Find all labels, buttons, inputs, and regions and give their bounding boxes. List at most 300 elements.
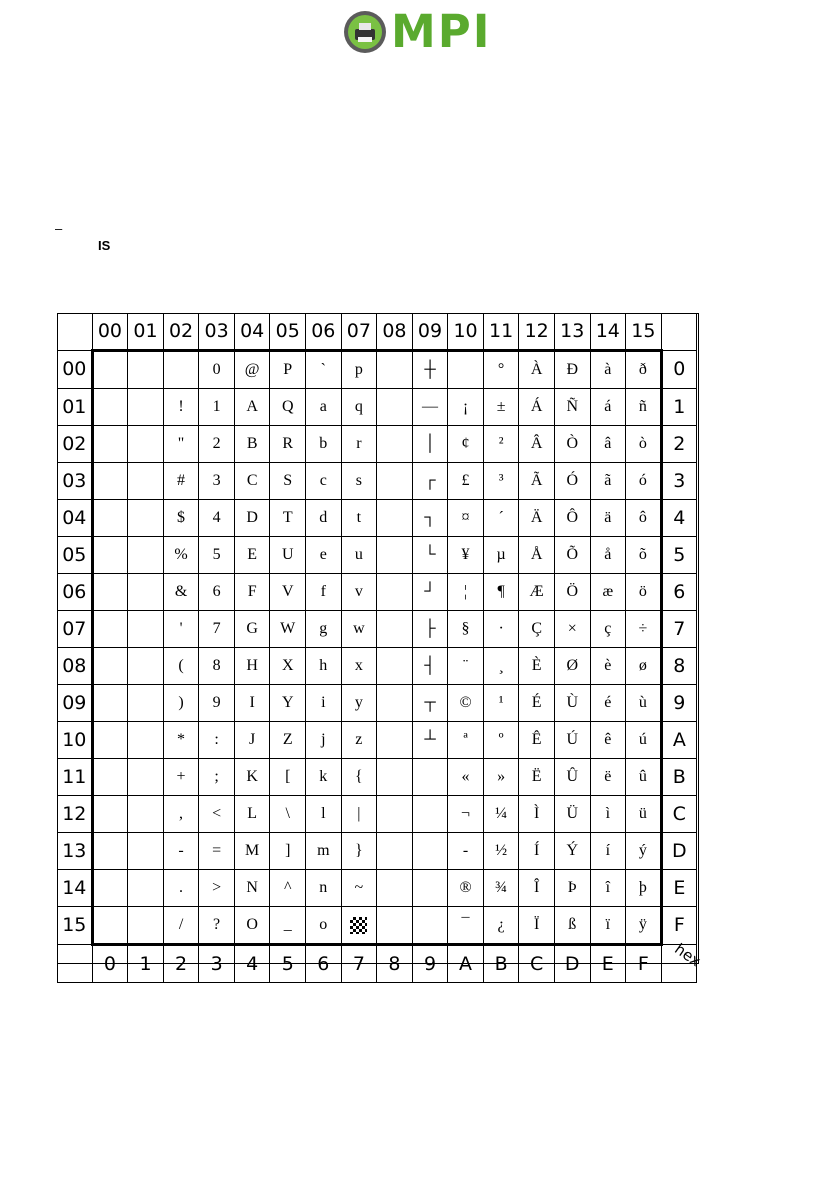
char-cell <box>377 685 413 722</box>
char-cell: : <box>199 722 235 759</box>
checker-pattern-icon <box>350 917 367 934</box>
char-cell: u <box>341 537 377 574</box>
row-header: 14 <box>58 870 93 907</box>
hex-column-label: F <box>626 945 662 983</box>
column-header: 03 <box>199 314 235 351</box>
char-cell: U <box>270 537 306 574</box>
char-cell: ├ <box>412 611 448 648</box>
char-cell: ¸ <box>483 648 519 685</box>
char-cell: q <box>341 389 377 426</box>
char-cell: \ <box>270 796 306 833</box>
row-header: 10 <box>58 722 93 759</box>
char-cell: « <box>448 759 484 796</box>
row-header: 12 <box>58 796 93 833</box>
char-cell: m <box>306 833 342 870</box>
char-cell: V <box>270 574 306 611</box>
char-cell: Î <box>519 870 555 907</box>
char-cell: ï <box>590 907 626 945</box>
char-cell: ¼ <box>483 796 519 833</box>
char-cell: ÿ <box>626 907 662 945</box>
char-cell: æ <box>590 574 626 611</box>
char-cell: × <box>554 611 590 648</box>
row-header: 03 <box>58 463 93 500</box>
char-cell <box>128 463 164 500</box>
column-header: 05 <box>270 314 306 351</box>
char-cell: ¶ <box>483 574 519 611</box>
char-cell: ┘ <box>412 574 448 611</box>
char-cell: Õ <box>554 537 590 574</box>
char-cell: 9 <box>199 685 235 722</box>
char-cell <box>92 796 128 833</box>
char-cell: . <box>163 870 199 907</box>
hex-row-label: 1 <box>661 389 696 426</box>
char-cell: l <box>306 796 342 833</box>
char-cell: Ù <box>554 685 590 722</box>
corner-cell <box>661 314 696 351</box>
hex-row-label: 4 <box>661 500 696 537</box>
char-cell: Í <box>519 833 555 870</box>
char-cell: 5 <box>199 537 235 574</box>
column-header: 07 <box>341 314 377 351</box>
char-cell: S <box>270 463 306 500</box>
char-cell <box>128 537 164 574</box>
char-cell <box>163 351 199 389</box>
hex-row-label: 8 <box>661 648 696 685</box>
char-cell <box>128 648 164 685</box>
char-cell: | <box>341 796 377 833</box>
char-cell: N <box>234 870 270 907</box>
char-cell: º <box>483 722 519 759</box>
char-cell: Ì <box>519 796 555 833</box>
row-header: 00 <box>58 351 93 389</box>
char-cell: Q <box>270 389 306 426</box>
char-cell: ô <box>626 500 662 537</box>
char-cell: % <box>163 537 199 574</box>
char-cell: Æ <box>519 574 555 611</box>
mpi-logo <box>343 5 499 58</box>
char-cell: µ <box>483 537 519 574</box>
char-cell: d <box>306 500 342 537</box>
char-cell: j <box>306 722 342 759</box>
char-cell: ó <box>626 463 662 500</box>
corner-cell <box>58 945 93 983</box>
char-cell: ; <box>199 759 235 796</box>
char-cell: O <box>234 907 270 945</box>
char-cell <box>412 870 448 907</box>
hex-row-label: F <box>661 907 696 945</box>
char-cell: _ <box>270 907 306 945</box>
char-cell <box>377 500 413 537</box>
char-cell: + <box>163 759 199 796</box>
char-cell: ┼ <box>412 351 448 389</box>
char-cell: < <box>199 796 235 833</box>
char-cell: 3 <box>199 463 235 500</box>
char-cell: à <box>590 351 626 389</box>
char-cell: 4 <box>199 500 235 537</box>
char-cell <box>92 500 128 537</box>
char-cell: C <box>234 463 270 500</box>
hex-row-label: C <box>661 796 696 833</box>
char-cell: ª <box>448 722 484 759</box>
hex-column-label: A <box>448 945 484 983</box>
char-cell: o <box>306 907 342 945</box>
char-cell <box>128 722 164 759</box>
column-header: 15 <box>626 314 662 351</box>
hex-row-label: 9 <box>661 685 696 722</box>
hex-row-label: B <box>661 759 696 796</box>
char-cell: 6 <box>199 574 235 611</box>
char-cell <box>128 685 164 722</box>
hex-column-label: 6 <box>306 945 342 983</box>
char-cell <box>377 648 413 685</box>
char-cell <box>92 833 128 870</box>
table-row <box>58 351 697 389</box>
char-cell <box>377 537 413 574</box>
char-cell <box>128 500 164 537</box>
hex-column-label: 1 <box>128 945 164 983</box>
table-row <box>58 833 697 870</box>
hex-row-label: 3 <box>661 463 696 500</box>
char-cell <box>128 574 164 611</box>
char-cell <box>377 351 413 389</box>
char-cell: - <box>448 833 484 870</box>
char-cell <box>377 611 413 648</box>
char-cell: v <box>341 574 377 611</box>
char-cell: í <box>590 833 626 870</box>
char-cell <box>128 389 164 426</box>
char-cell: Ø <box>554 648 590 685</box>
char-cell: r <box>341 426 377 463</box>
char-cell: · <box>483 611 519 648</box>
char-cell: & <box>163 574 199 611</box>
char-cell: é <box>590 685 626 722</box>
char-cell: I <box>234 685 270 722</box>
char-cell: * <box>163 722 199 759</box>
row-header: 05 <box>58 537 93 574</box>
table-row <box>58 537 697 574</box>
char-cell: E <box>234 537 270 574</box>
char-cell <box>92 463 128 500</box>
char-cell: H <box>234 648 270 685</box>
char-cell: Y <box>270 685 306 722</box>
char-cell: x <box>341 648 377 685</box>
hex-column-label: 4 <box>234 945 270 983</box>
char-cell: ¥ <box>448 537 484 574</box>
char-cell: ñ <box>626 389 662 426</box>
hex-column-label: D <box>554 945 590 983</box>
header-row <box>58 314 697 351</box>
char-cell: │ <box>412 426 448 463</box>
char-cell: Û <box>554 759 590 796</box>
char-cell: ~ <box>341 870 377 907</box>
table-row <box>58 870 697 907</box>
char-cell: / <box>163 907 199 945</box>
char-cell: t <box>341 500 377 537</box>
char-cell: Á <box>519 389 555 426</box>
char-cell <box>92 351 128 389</box>
char-cell: Ñ <box>554 389 590 426</box>
dash-mark: – <box>55 221 63 236</box>
char-cell: [ <box>270 759 306 796</box>
column-header: 00 <box>92 314 128 351</box>
char-cell: å <box>590 537 626 574</box>
char-cell: F <box>234 574 270 611</box>
char-cell: ´ <box>483 500 519 537</box>
hex-row-label: A <box>661 722 696 759</box>
char-cell: ÷ <box>626 611 662 648</box>
char-cell: ³ <box>483 463 519 500</box>
table-row <box>58 796 697 833</box>
char-cell: ¨ <box>448 648 484 685</box>
char-cell: Đ <box>554 351 590 389</box>
char-cell: ¤ <box>448 500 484 537</box>
char-cell: ! <box>163 389 199 426</box>
char-cell: D <box>234 500 270 537</box>
hex-row-label: 6 <box>661 574 696 611</box>
section-label: IS <box>98 238 111 253</box>
char-cell: ? <box>199 907 235 945</box>
hex-footer-row <box>58 945 697 983</box>
char-cell: P <box>270 351 306 389</box>
hex-row-label: 0 <box>661 351 696 389</box>
char-cell: ) <box>163 685 199 722</box>
char-cell: A <box>234 389 270 426</box>
char-cell: ® <box>448 870 484 907</box>
table-row <box>58 685 697 722</box>
char-cell: R <box>270 426 306 463</box>
row-header: 06 <box>58 574 93 611</box>
char-cell: Ô <box>554 500 590 537</box>
char-cell: a <box>306 389 342 426</box>
char-cell: ì <box>590 796 626 833</box>
char-cell: ( <box>163 648 199 685</box>
char-cell <box>128 907 164 945</box>
table-row <box>58 500 697 537</box>
char-cell: ° <box>483 351 519 389</box>
char-cell <box>412 833 448 870</box>
char-cell: f <box>306 574 342 611</box>
char-cell: Ê <box>519 722 555 759</box>
char-cell: ê <box>590 722 626 759</box>
char-cell: ² <box>483 426 519 463</box>
char-cell <box>128 870 164 907</box>
hex-column-label: E <box>590 945 626 983</box>
char-cell: » <box>483 759 519 796</box>
char-cell <box>377 833 413 870</box>
hex-column-label: 7 <box>341 945 377 983</box>
char-cell: - <box>163 833 199 870</box>
char-cell: ¢ <box>448 426 484 463</box>
char-cell: J <box>234 722 270 759</box>
char-cell: 1 <box>199 389 235 426</box>
table-row <box>58 463 697 500</box>
column-header: 11 <box>483 314 519 351</box>
row-header: 01 <box>58 389 93 426</box>
column-header: 12 <box>519 314 555 351</box>
char-cell: È <box>519 648 555 685</box>
char-cell: Z <box>270 722 306 759</box>
char-cell: Ö <box>554 574 590 611</box>
character-table <box>57 313 704 975</box>
char-cell: z <box>341 722 377 759</box>
char-cell: ¹ <box>483 685 519 722</box>
char-cell: ¬ <box>448 796 484 833</box>
char-cell <box>92 685 128 722</box>
char-cell: ý <box>626 833 662 870</box>
char-cell: ð <box>626 351 662 389</box>
char-cell: ┌ <box>412 463 448 500</box>
char-cell: ù <box>626 685 662 722</box>
char-cell: ^ <box>270 870 306 907</box>
table-row <box>58 759 697 796</box>
char-cell: Ü <box>554 796 590 833</box>
table-row <box>58 722 697 759</box>
char-cell: # <box>163 463 199 500</box>
hex-column-label: 0 <box>92 945 128 983</box>
hex-label: hex <box>670 939 704 971</box>
char-cell <box>412 907 448 945</box>
column-header: 06 <box>306 314 342 351</box>
hex-column-label: 8 <box>377 945 413 983</box>
char-cell: └ <box>412 537 448 574</box>
char-cell: â <box>590 426 626 463</box>
char-cell: ü <box>626 796 662 833</box>
char-cell <box>128 351 164 389</box>
char-cell: p <box>341 351 377 389</box>
char-cell: ø <box>626 648 662 685</box>
char-cell: Ý <box>554 833 590 870</box>
column-header: 13 <box>554 314 590 351</box>
char-cell <box>92 389 128 426</box>
row-header: 11 <box>58 759 93 796</box>
char-cell: ä <box>590 500 626 537</box>
char-cell: = <box>199 833 235 870</box>
char-cell: T <box>270 500 306 537</box>
char-cell <box>92 870 128 907</box>
hex-column-label: C <box>519 945 555 983</box>
hex-column-label: 5 <box>270 945 306 983</box>
char-cell: ½ <box>483 833 519 870</box>
row-header: 09 <box>58 685 93 722</box>
char-cell <box>92 648 128 685</box>
char-cell: e <box>306 537 342 574</box>
char-cell: © <box>448 685 484 722</box>
column-header: 09 <box>412 314 448 351</box>
char-cell <box>412 796 448 833</box>
char-cell: ú <box>626 722 662 759</box>
table-row <box>58 426 697 463</box>
char-cell: 7 <box>199 611 235 648</box>
row-header: 15 <box>58 907 93 945</box>
char-cell <box>377 426 413 463</box>
char-cell: ┴ <box>412 722 448 759</box>
char-cell: ò <box>626 426 662 463</box>
char-cell: á <box>590 389 626 426</box>
char-cell <box>377 759 413 796</box>
table-row <box>58 907 697 945</box>
char-cell: Ë <box>519 759 555 796</box>
char-cell: ß <box>554 907 590 945</box>
char-cell: ë <box>590 759 626 796</box>
hex-column-label: 9 <box>412 945 448 983</box>
char-cell <box>341 907 377 945</box>
char-cell: Þ <box>554 870 590 907</box>
char-cell: g <box>306 611 342 648</box>
char-cell: ö <box>626 574 662 611</box>
char-cell: } <box>341 833 377 870</box>
column-header: 14 <box>590 314 626 351</box>
row-header: 07 <box>58 611 93 648</box>
char-cell: " <box>163 426 199 463</box>
char-cell: î <box>590 870 626 907</box>
char-cell <box>377 722 413 759</box>
char-cell: ┬ <box>412 685 448 722</box>
char-cell: h <box>306 648 342 685</box>
char-cell: X <box>270 648 306 685</box>
char-cell <box>377 907 413 945</box>
hex-column-label: 3 <box>199 945 235 983</box>
char-cell: L <box>234 796 270 833</box>
char-cell: w <box>341 611 377 648</box>
char-cell: i <box>306 685 342 722</box>
char-cell: ¯ <box>448 907 484 945</box>
char-cell: ç <box>590 611 626 648</box>
row-header: 13 <box>58 833 93 870</box>
char-cell: Ï <box>519 907 555 945</box>
char-cell: ` <box>306 351 342 389</box>
hex-row-label: E <box>661 870 696 907</box>
char-cell: ┐ <box>412 500 448 537</box>
char-cell: ¾ <box>483 870 519 907</box>
char-cell: , <box>163 796 199 833</box>
char-cell: Ä <box>519 500 555 537</box>
char-cell: ¿ <box>483 907 519 945</box>
row-header: 08 <box>58 648 93 685</box>
char-cell: Å <box>519 537 555 574</box>
hex-row-label: 7 <box>661 611 696 648</box>
char-cell <box>128 426 164 463</box>
char-cell <box>377 870 413 907</box>
column-header: 01 <box>128 314 164 351</box>
char-cell: Ç <box>519 611 555 648</box>
logo-text: MPI <box>391 5 492 58</box>
char-cell: ã <box>590 463 626 500</box>
table-row <box>58 648 697 685</box>
char-cell: õ <box>626 537 662 574</box>
char-cell: @ <box>234 351 270 389</box>
char-cell <box>92 907 128 945</box>
char-cell: Ú <box>554 722 590 759</box>
char-cell: G <box>234 611 270 648</box>
char-cell <box>92 759 128 796</box>
char-cell: K <box>234 759 270 796</box>
char-cell <box>92 537 128 574</box>
char-cell <box>377 796 413 833</box>
char-cell: b <box>306 426 342 463</box>
char-cell: § <box>448 611 484 648</box>
char-cell <box>128 833 164 870</box>
char-cell: ¦ <box>448 574 484 611</box>
char-cell <box>92 611 128 648</box>
char-cell: 2 <box>199 426 235 463</box>
char-cell: k <box>306 759 342 796</box>
table-row <box>58 574 697 611</box>
char-cell: Ã <box>519 463 555 500</box>
column-header: 08 <box>377 314 413 351</box>
char-cell: þ <box>626 870 662 907</box>
printer-icon <box>343 10 387 54</box>
char-cell <box>377 574 413 611</box>
